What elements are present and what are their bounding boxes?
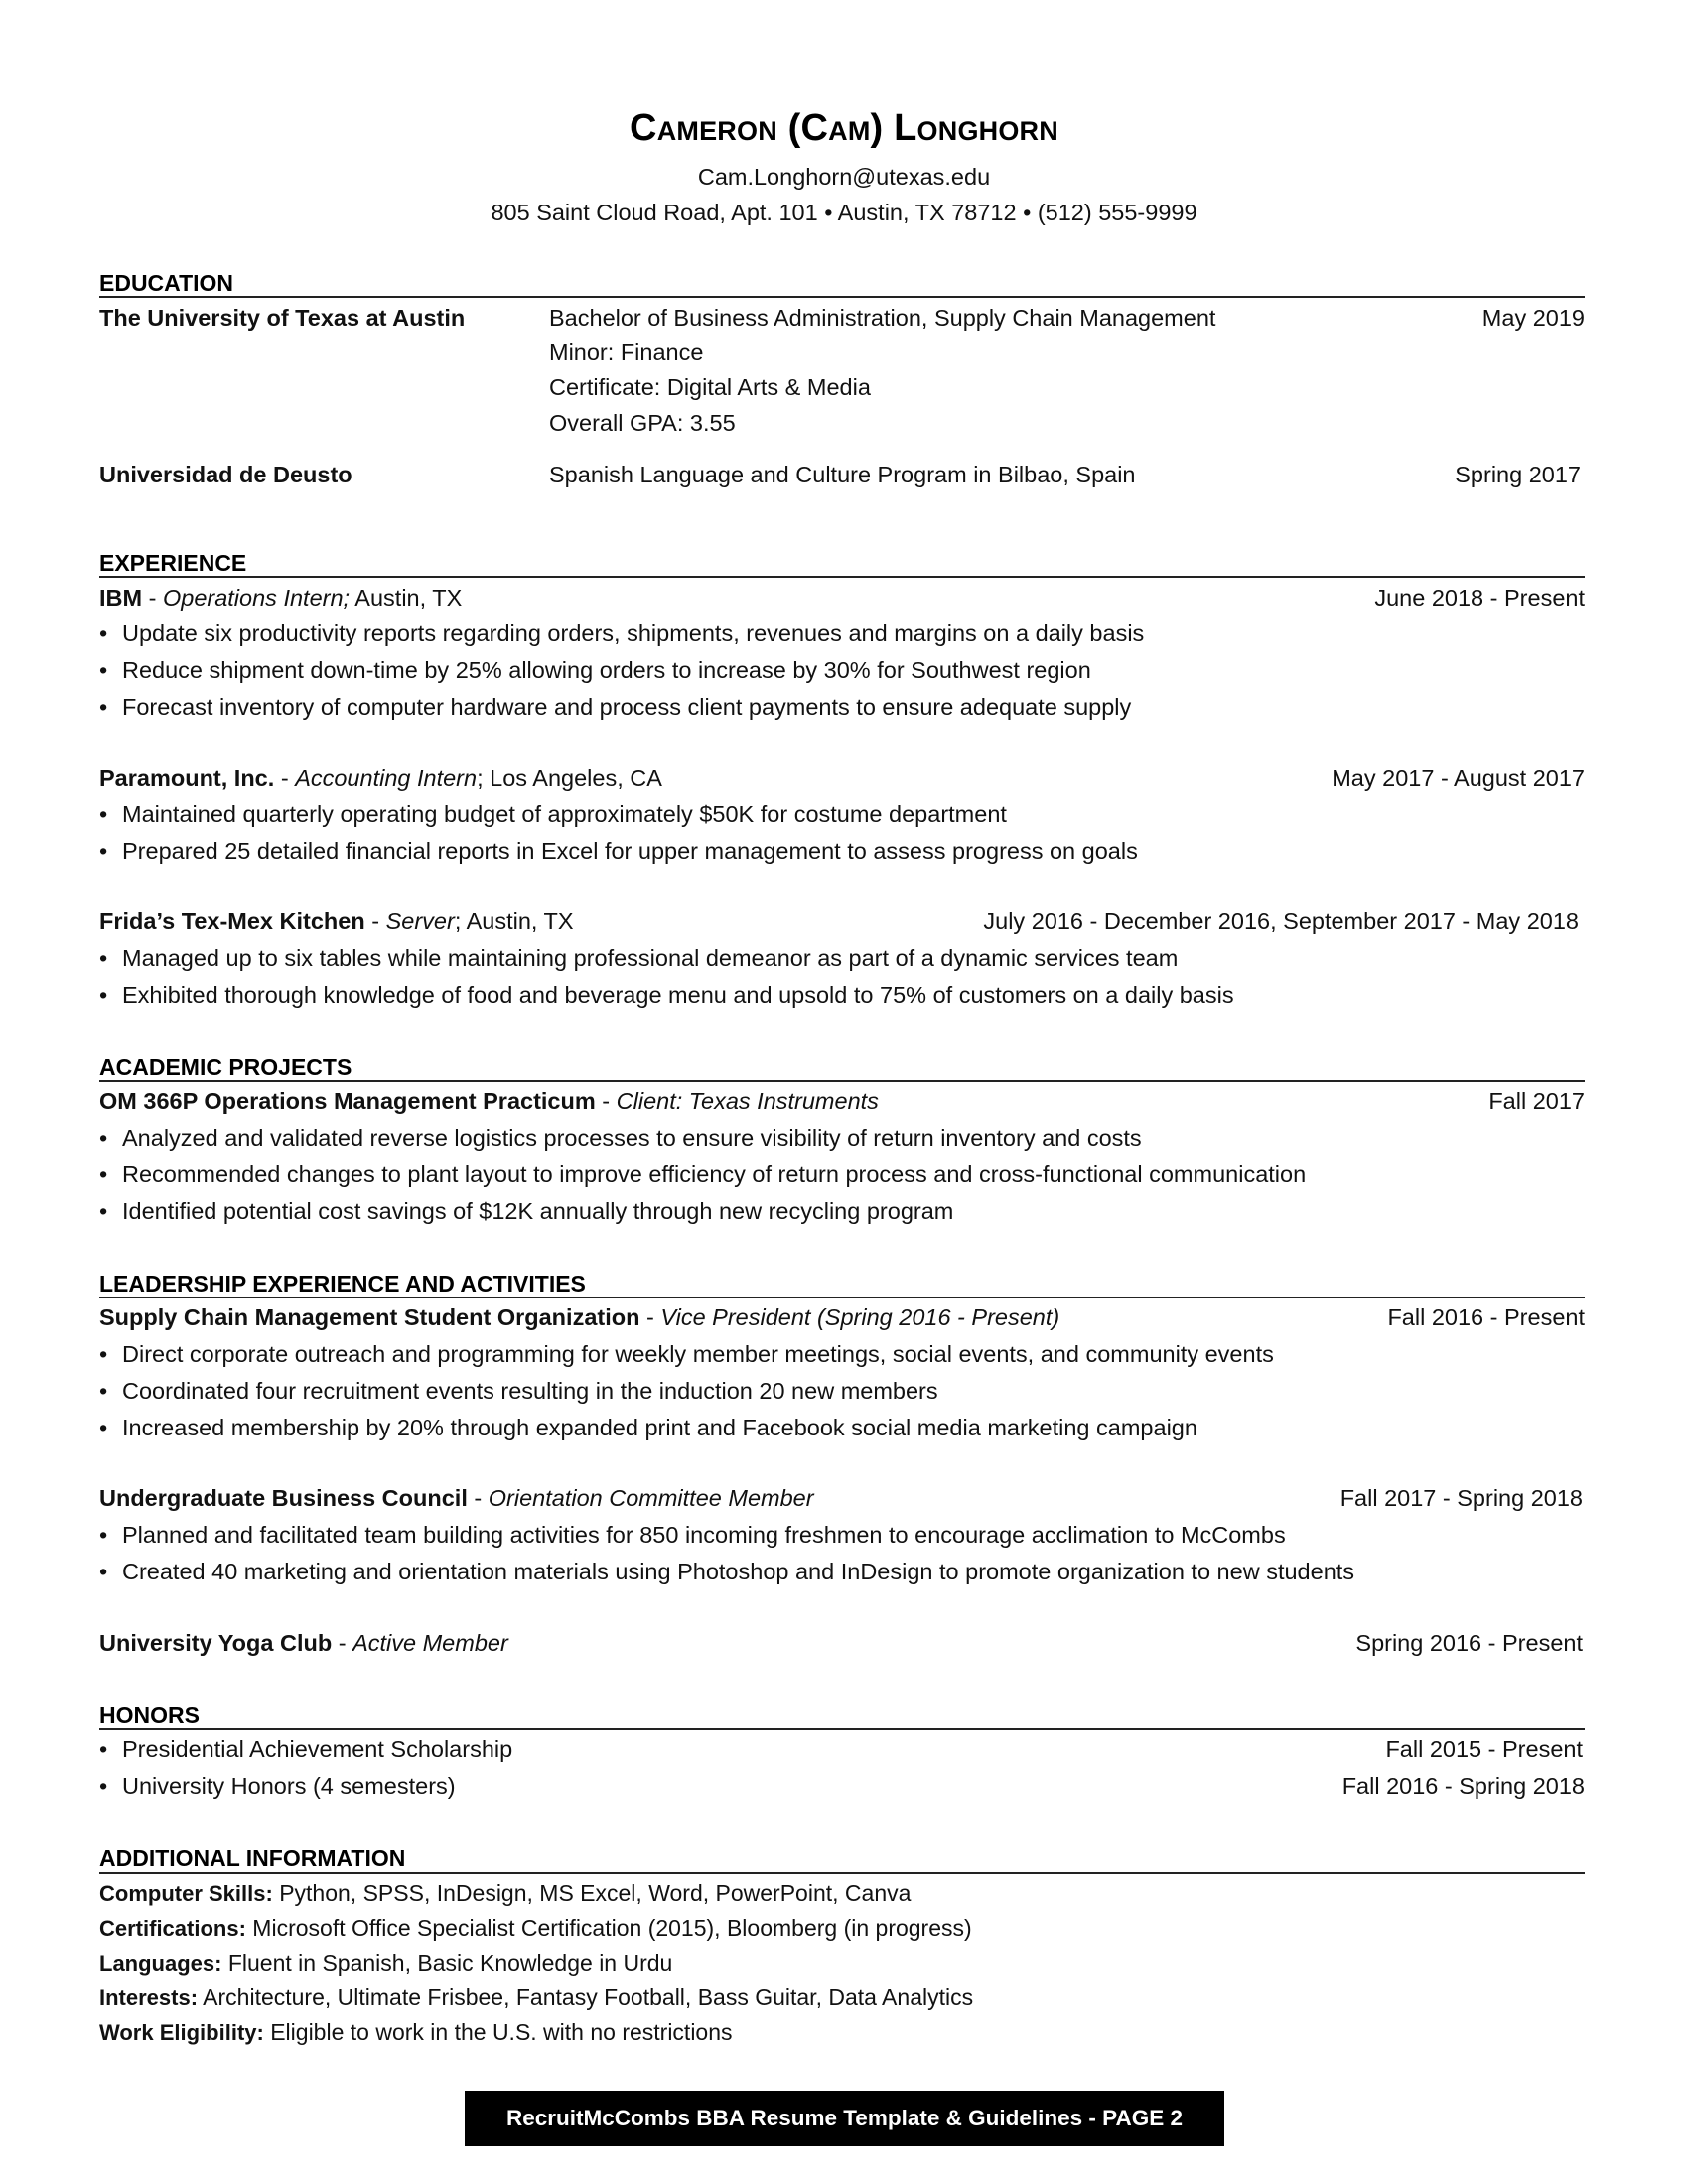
separator: - (639, 1304, 661, 1330)
bullet-item (99, 982, 1234, 1009)
bullet-text: Managed up to six tables while maintaining professional demeanor as part of a dynamic services team (122, 945, 1179, 971)
bullet-item (99, 945, 1178, 972)
org-name: Paramount, Inc. (99, 765, 275, 791)
bullet-text: Planned and facilitated team building activities for 850 incoming freshmen to encourage acclimation to McCombs (122, 1522, 1286, 1548)
bullet-text: Recommended changes to plant layout to improve efficiency of return process and cross-functional communication (122, 1161, 1307, 1187)
bullet-item (99, 1522, 1286, 1549)
minor-line: Minor: Finance (549, 340, 704, 365)
org-name: University Yoga Club (99, 1630, 333, 1656)
bullet-item (99, 1161, 1306, 1188)
entry-heading (99, 1630, 508, 1657)
school-name: Universidad de Deusto (99, 462, 352, 487)
section-title-academic-projects: ACADEMIC PROJECTS (99, 1054, 352, 1080)
bullet-icon: • (99, 694, 108, 720)
org-name: Frida’s Tex-Mex Kitchen (99, 908, 365, 934)
candidate-name: Cameron (Cam) Longhorn (630, 107, 1058, 149)
bullet-icon: • (99, 838, 108, 864)
bullet-text: Increased membership by 20% through expanded print and Facebook social media marketing campaign (122, 1415, 1197, 1440)
bullet-item (99, 1198, 953, 1225)
bullet-text: Identified potential cost savings of $12K annually through new recycling program (122, 1198, 954, 1224)
bullet-text: Forecast inventory of computer hardware and process client payments to ensure adequate supply (122, 694, 1132, 720)
contact-email: Cam.Longhorn@utexas.edu (697, 164, 991, 190)
section-rule (99, 296, 1585, 298)
role: Vice President (Spring 2016 - Present) (660, 1304, 1060, 1330)
info-value: Fluent in Spanish, Basic Knowledge in Urdu (221, 1950, 673, 1976)
entry-date: Fall 2017 - Spring 2018 (1339, 1485, 1583, 1511)
project-name: OM 366P Operations Management Practicum (99, 1088, 596, 1114)
location: ; Los Angeles, CA (477, 765, 662, 791)
section-rule (99, 1728, 1585, 1730)
separator: - (595, 1088, 617, 1114)
honor-date: Fall 2015 - Present (1385, 1736, 1583, 1762)
honor-name: Presidential Achievement Scholarship (122, 1736, 513, 1762)
certificate-line: Certificate: Digital Arts & Media (549, 374, 871, 400)
entry-heading (99, 1088, 879, 1115)
bullet-icon: • (99, 1378, 108, 1404)
separator: - (364, 908, 386, 934)
honor-name: University Honors (4 semesters) (122, 1773, 456, 1799)
entry-heading (99, 908, 574, 935)
bullet-icon: • (99, 1415, 108, 1440)
bullet-text: Maintained quarterly operating budget of approximately $50K for costume department (122, 801, 1007, 827)
entry-date: July 2016 - December 2016, September 2017 - May 2018 (983, 908, 1579, 934)
gpa-line: Overall GPA: 3.55 (549, 410, 736, 436)
bullet-icon: • (99, 982, 108, 1008)
section-rule (99, 576, 1585, 578)
info-label: Work Eligibility: (99, 2020, 264, 2045)
info-value: Architecture, Ultimate Frisbee, Fantasy Football, Bass Guitar, Data Analytics (198, 1984, 974, 2010)
bullet-icon: • (99, 1125, 108, 1151)
bullet-icon: • (99, 1198, 108, 1224)
education-date: May 2019 (1481, 305, 1585, 331)
org-name: Supply Chain Management Student Organization (99, 1304, 640, 1330)
info-certifications (99, 1915, 972, 1942)
info-work-eligibility (99, 2019, 733, 2046)
info-label: Computer Skills: (99, 1881, 273, 1906)
section-title-honors: HONORS (99, 1703, 200, 1728)
program-line: Spanish Language and Culture Program in Bilbao, Spain (549, 462, 1136, 487)
entry-date: Fall 2017 (1488, 1088, 1585, 1114)
bullet-item (99, 1559, 1354, 1585)
bullet-item (99, 1341, 1274, 1368)
bullet-item (99, 1415, 1197, 1441)
info-label: Languages: (99, 1951, 222, 1976)
bullet-icon: • (99, 1341, 108, 1367)
education-date: Spring 2017 (1455, 462, 1581, 487)
info-value: Microsoft Office Specialist Certification (2015), Bloomberg (in progress) (245, 1915, 972, 1941)
entry-heading (99, 1304, 1059, 1331)
bullet-text: Direct corporate outreach and programming for weekly member meetings, social events, and community events (122, 1341, 1274, 1367)
entry-date: Spring 2016 - Present (1355, 1630, 1583, 1656)
honor-item (99, 1773, 456, 1800)
org-name: Undergraduate Business Council (99, 1485, 468, 1511)
info-label: Certifications: (99, 1916, 246, 1941)
bullet-icon: • (99, 945, 108, 971)
bullet-icon: • (99, 1522, 108, 1548)
org-name: IBM (99, 585, 143, 611)
bullet-text: Update six productivity reports regarding orders, shipments, revenues and margins on a daily basis (122, 620, 1145, 646)
role: Active Member (352, 1630, 508, 1656)
bullet-text: Created 40 marketing and orientation materials using Photoshop and InDesign to promote organization to new students (122, 1559, 1355, 1584)
bullet-item (99, 1125, 1142, 1152)
bullet-item (99, 801, 1007, 828)
separator: - (274, 765, 296, 791)
section-rule (99, 1297, 1585, 1298)
bullet-icon: • (99, 1736, 108, 1762)
entry-date: May 2017 - August 2017 (1332, 765, 1585, 791)
bullet-icon: • (99, 620, 108, 646)
entry-date: Fall 2016 - Present (1387, 1304, 1585, 1330)
section-title-leadership: LEADERSHIP EXPERIENCE AND ACTIVITIES (99, 1271, 586, 1297)
section-title-additional-info: ADDITIONAL INFORMATION (99, 1845, 406, 1871)
bullet-icon: • (99, 801, 108, 827)
info-computer-skills (99, 1880, 911, 1907)
bullet-text: Prepared 25 detailed financial reports in Excel for upper management to assess progress on goals (122, 838, 1138, 864)
info-languages (99, 1950, 672, 1977)
section-rule (99, 1080, 1585, 1082)
separator: - (467, 1485, 489, 1511)
role: Server (385, 908, 455, 934)
bullet-text: Analyzed and validated reverse logistics processes to ensure visibility of return inventory and costs (122, 1125, 1142, 1151)
location: ; Austin, TX (454, 908, 574, 934)
entry-date: June 2018 - Present (1374, 585, 1585, 611)
page-footer-banner: RecruitMcCombs BBA Resume Template & Guidelines - PAGE 2 (465, 2091, 1224, 2146)
info-label: Interests: (99, 1985, 199, 2010)
location: Austin, TX (350, 585, 463, 611)
bullet-icon: • (99, 657, 108, 683)
school-name: The University of Texas at Austin (99, 305, 466, 331)
role: Operations Intern; (162, 585, 351, 611)
bullet-item (99, 620, 1144, 647)
entry-heading (99, 1485, 814, 1512)
bullet-text: Reduce shipment down-time by 25% allowing orders to increase by 30% for Southwest region (122, 657, 1091, 683)
bullet-icon: • (99, 1161, 108, 1187)
section-rule (99, 1872, 1585, 1874)
bullet-text: Coordinated four recruitment events resulting in the induction 20 new members (122, 1378, 938, 1404)
entry-heading (99, 585, 462, 612)
bullet-item (99, 1378, 938, 1405)
info-interests (99, 1984, 973, 2011)
bullet-item (99, 657, 1091, 684)
info-value: Python, SPSS, InDesign, MS Excel, Word, PowerPoint, Canva (272, 1880, 912, 1906)
section-title-experience: EXPERIENCE (99, 550, 247, 576)
client: Client: Texas Instruments (616, 1088, 879, 1114)
honor-date: Fall 2016 - Spring 2018 (1341, 1773, 1585, 1799)
section-title-education: EDUCATION (99, 270, 234, 296)
honor-item (99, 1736, 512, 1763)
info-value: Eligible to work in the U.S. with no restrictions (263, 2019, 733, 2045)
separator: - (142, 585, 163, 611)
bullet-icon: • (99, 1773, 108, 1799)
degree-line: Bachelor of Business Administration, Supply Chain Management (549, 305, 1216, 331)
bullet-item (99, 838, 1138, 865)
contact-address: 805 Saint Cloud Road, Apt. 101 • Austin, TX 78712 • (512) 555-9999 (491, 200, 1197, 225)
separator: - (332, 1630, 353, 1656)
entry-heading (99, 765, 662, 792)
bullet-item (99, 694, 1131, 721)
bullet-icon: • (99, 1559, 108, 1584)
bullet-text: Exhibited thorough knowledge of food and beverage menu and upsold to 75% of customers on a daily basis (122, 982, 1234, 1008)
role: Orientation Committee Member (488, 1485, 814, 1511)
role: Accounting Intern (295, 765, 478, 791)
